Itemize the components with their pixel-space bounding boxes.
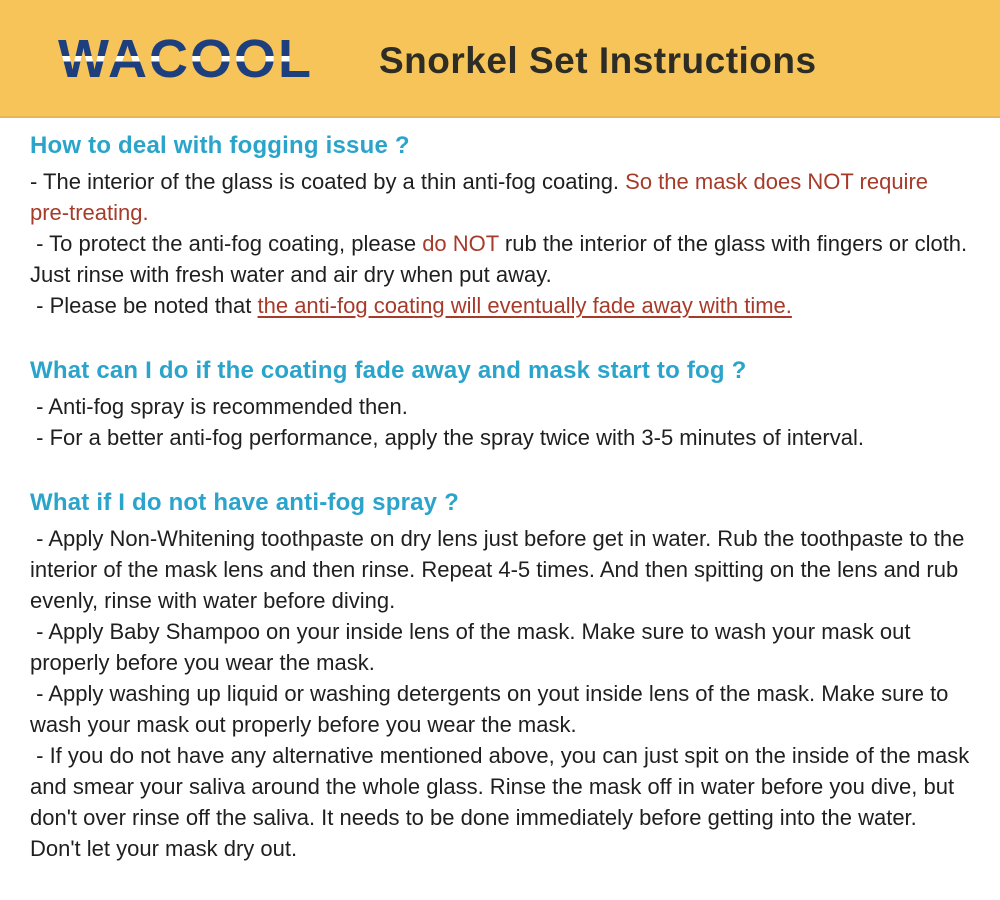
text-run: rub the interior of the glass with fingers or cloth. Just rinse with fresh water and air dry when put away. xyxy=(30,231,974,287)
text-run: - Apply Baby Shampoo on your inside lens of the mask. Make sure to wash your mask out properly before you wear the mask. xyxy=(30,619,917,675)
instruction-paragraph xyxy=(30,740,976,864)
text-run: - Apply washing up liquid or washing detergents on yout inside lens of the mask. Make sure to wash your mask out properly before you wear the mask. xyxy=(30,681,955,737)
brand-logo: WACOOL xyxy=(58,29,313,89)
section-heading: How to deal with fogging issue ? xyxy=(30,132,410,159)
text-run: - Anti-fog spray is recommended then. xyxy=(30,394,408,419)
instruction-paragraph xyxy=(30,422,970,453)
highlighted-text-run: So the mask does NOT require pre-treating. xyxy=(30,169,935,225)
instruction-paragraph xyxy=(30,678,970,740)
instruction-paragraph xyxy=(30,228,974,290)
instruction-paragraph xyxy=(30,523,970,616)
header-banner xyxy=(0,0,1000,118)
text-run: - For a better anti-fog performance, apply the spray twice with 3-5 minutes of interval. xyxy=(30,425,864,450)
section-heading: What if I do not have anti-fog spray ? xyxy=(30,489,459,516)
instruction-paragraph xyxy=(30,290,970,321)
text-run: - Please be noted that xyxy=(30,293,258,318)
instruction-section xyxy=(30,487,976,864)
instruction-paragraph xyxy=(30,166,970,228)
text-run: - Apply Non-Whitening toothpaste on dry lens just before get in water. Rub the toothpaste to the interior of the mask lens and then rinse. Repeat 4-5 times. And then spitting on the lens and rub evenly, rinse with water before diving. xyxy=(30,526,971,613)
section-heading: What can I do if the coating fade away and mask start to fog ? xyxy=(30,357,747,384)
text-run: - The interior of the glass is coated by a thin anti-fog coating. xyxy=(30,169,626,194)
page-title: Snorkel Set Instructions xyxy=(378,39,817,81)
highlighted-text-run: the anti-fog coating will eventually fade away with time. xyxy=(257,293,792,318)
instruction-paragraph xyxy=(30,391,970,422)
text-run: - To protect the anti-fog coating, please xyxy=(30,231,423,256)
instruction-section xyxy=(30,355,970,453)
instruction-section xyxy=(30,130,974,321)
highlighted-text-run: do NOT xyxy=(422,231,499,256)
instructions-body xyxy=(0,118,1000,864)
instruction-paragraph xyxy=(30,616,970,678)
text-run: - If you do not have any alternative mentioned above, you can just spit on the inside of the mask and smear your saliva around the whole glass. Rinse the mask off in water before you dive, but don't over rinse off the saliva. It needs to be done immediately before getting into the water. Don't let your mask dry out. xyxy=(30,743,976,861)
